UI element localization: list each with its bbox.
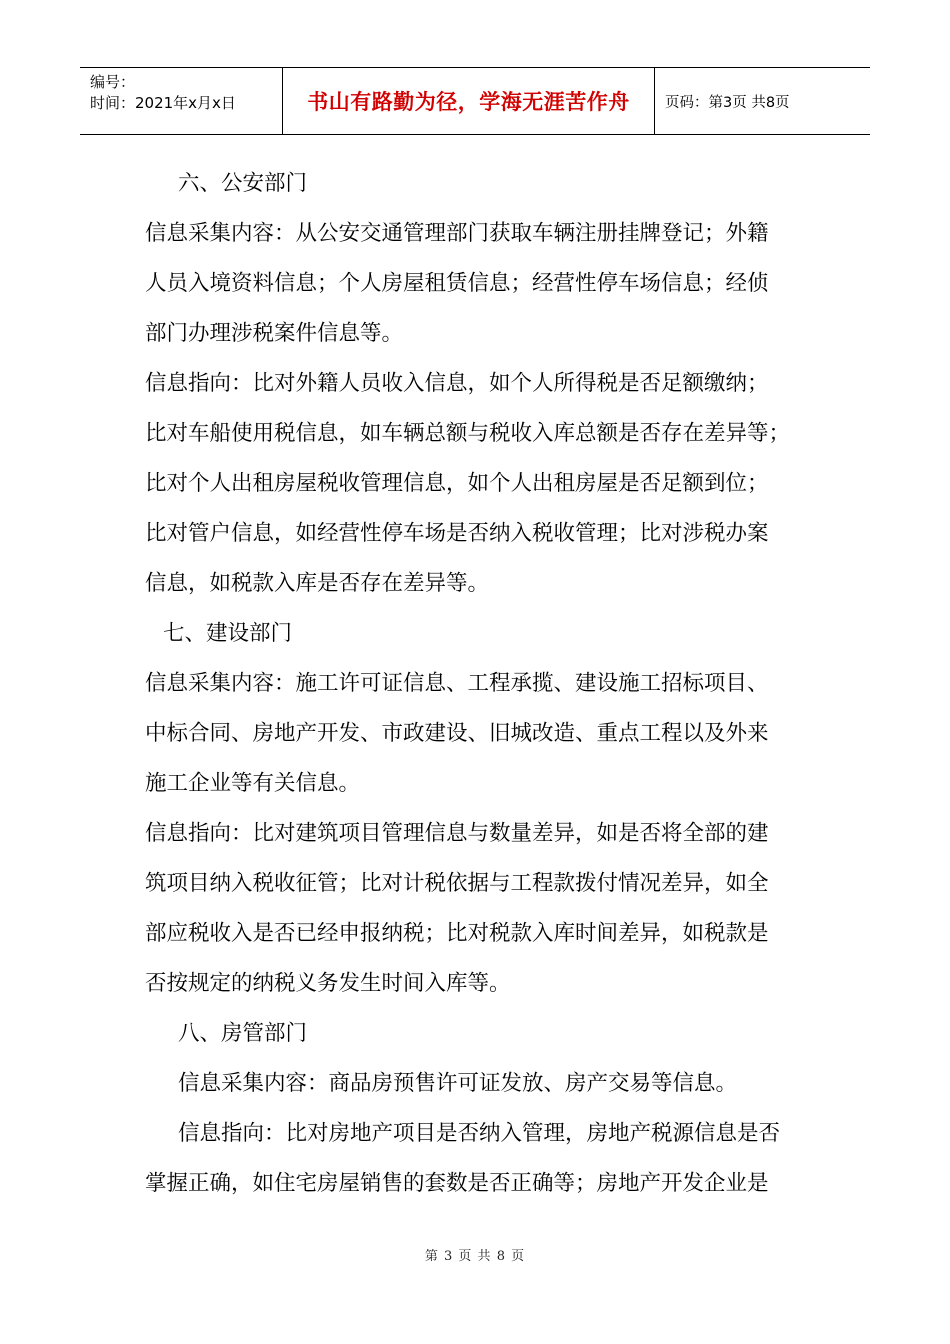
- document-body: [145, 159, 825, 1209]
- number-label: 编号：: [90, 73, 136, 91]
- section-heading: 七、建设部门: [163, 621, 293, 646]
- paragraph-line: 部应税收入是否已经申报纳税；比对税款入库时间差异，如税款是: [145, 921, 769, 946]
- paragraph-line: 信息采集内容：商品房预售许可证发放、房产交易等信息。: [178, 1071, 738, 1096]
- paragraph-line: 比对管户信息，如经营性停车场是否纳入税收管理；比对涉税办案: [145, 521, 769, 546]
- header-page-info: 页码：第3页 共8页: [665, 94, 790, 111]
- paragraph-line: 否按规定的纳税义务发生时间入库等。: [145, 971, 511, 996]
- paragraph-line: 筑项目纳入税收征管；比对计税依据与工程款拨付情况差异，如全: [145, 871, 769, 896]
- paragraph-line: 信息采集内容：从公安交通管理部门获取车辆注册挂牌登记；外籍: [145, 221, 769, 246]
- paragraph-line: 部门办理涉税案件信息等。: [145, 321, 404, 346]
- section-heading: 六、公安部门: [178, 171, 308, 196]
- header-motto: 书山有路勤为径，学海无涯苦作舟: [283, 68, 655, 134]
- paragraph-line: 信息采集内容：施工许可证信息、工程承揽、建设施工招标项目、: [145, 671, 769, 696]
- paragraph-line: 信息，如税款入库是否存在差异等。: [145, 571, 490, 596]
- header-meta: [80, 68, 283, 134]
- paragraph-line: 掌握正确，如住宅房屋销售的套数是否正确等；房地产开发企业是: [145, 1171, 769, 1196]
- paragraph-line: 人员入境资料信息；个人房屋租赁信息；经营性停车场信息；经侦: [145, 271, 769, 296]
- page-header: [80, 67, 870, 135]
- paragraph-line: 施工企业等有关信息。: [145, 771, 361, 796]
- page-footer: 第 3 页 共 8 页: [424, 1249, 526, 1264]
- paragraph-line: 信息指向：比对房地产项目是否纳入管理，房地产税源信息是否: [178, 1121, 781, 1146]
- section-heading: 八、房管部门: [178, 1021, 308, 1046]
- paragraph-line: 信息指向：比对外籍人员收入信息，如个人所得税是否足额缴纳；: [145, 371, 769, 396]
- time-label: 时间：2021年x月x日: [90, 94, 236, 112]
- paragraph-line: 信息指向：比对建筑项目管理信息与数量差异，如是否将全部的建: [145, 821, 769, 846]
- paragraph-line: 比对车船使用税信息，如车辆总额与税收入库总额是否存在差异等；: [145, 421, 791, 446]
- paragraph-line: 中标合同、房地产开发、市政建设、旧城改造、重点工程以及外来: [145, 721, 769, 746]
- paragraph-line: 比对个人出租房屋税收管理信息，如个人出租房屋是否足额到位；: [145, 471, 769, 496]
